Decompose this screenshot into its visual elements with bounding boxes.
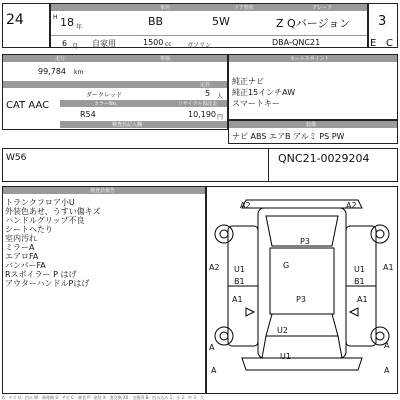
col-recycle: リサイクル預託金 xyxy=(178,101,218,107)
inspection-note: シートへたり xyxy=(5,225,53,234)
damage-code: A2 xyxy=(209,263,220,272)
exterior-grade: C xyxy=(386,38,393,49)
damage-code: U1 xyxy=(280,352,291,361)
sales-point-item: 純正ナビ xyxy=(232,77,264,86)
wheel-front-left xyxy=(215,327,233,345)
color: ダークレッド xyxy=(86,92,122,99)
model-code: DBA-QNC21 xyxy=(272,38,321,47)
damage-code: B1 xyxy=(234,277,245,286)
score: 3 xyxy=(378,14,387,29)
damage-code: P3 xyxy=(300,237,310,246)
interior-grade: E xyxy=(370,38,377,49)
hub-front-right xyxy=(376,332,384,340)
remarks-divider xyxy=(268,148,269,182)
displacement: 1500 xyxy=(143,38,164,47)
inspection-notes-title: 検査員報告 xyxy=(90,188,116,194)
col-model: 車名 xyxy=(160,5,171,11)
col-color: カラーNo. xyxy=(94,101,118,107)
col-mileage: 走行 xyxy=(55,56,66,62)
rear-bumper-outline xyxy=(242,200,362,208)
hood-outline xyxy=(262,336,342,358)
col-notes: 検査員記入欄 xyxy=(112,122,143,128)
damage-code: A1 xyxy=(383,263,394,272)
era-mark: H xyxy=(53,14,58,21)
col-doors: ドア形状 xyxy=(234,5,254,11)
sales-points-title: セールスポイント xyxy=(290,56,330,62)
hub-front-left xyxy=(220,332,228,340)
damage-code: A xyxy=(384,366,390,375)
mileage-unit: km xyxy=(74,69,84,76)
wheel-rear-left xyxy=(215,225,233,243)
mileage: 99,784 xyxy=(38,67,66,76)
header-divider xyxy=(51,35,367,36)
vehicle-header-2 xyxy=(3,81,227,88)
col-inspection: 車検 xyxy=(160,56,171,62)
inspection-note: 室内汚れ xyxy=(5,234,37,243)
year-unit: 年 xyxy=(76,24,83,31)
lot-number: 24 xyxy=(6,12,24,28)
roof-outline xyxy=(270,248,334,314)
damage-code: G xyxy=(283,261,290,270)
inspection-note: トランクフロア小U xyxy=(5,198,75,207)
damage-code: A xyxy=(384,341,390,350)
aircon-label: CAT AAC xyxy=(6,100,50,111)
front-bumper-outline xyxy=(242,358,362,370)
equipment-item: PS xyxy=(319,132,330,141)
vehicle-header-4 xyxy=(60,121,227,128)
chassis-number: QNC21-0029204 xyxy=(278,152,370,165)
damage-code: A1 xyxy=(232,295,243,304)
remarks-text: W56 xyxy=(6,153,27,163)
damage-code: U1 xyxy=(354,265,365,274)
damage-code: A xyxy=(209,343,215,352)
col-grade: グレード xyxy=(312,5,333,11)
damage-code: U1 xyxy=(234,265,245,274)
sales-point-item: 純正15インチAW xyxy=(232,88,296,97)
damage-code: P3 xyxy=(296,295,306,304)
equipment-item: ナビ xyxy=(232,132,248,141)
displacement-unit: cc xyxy=(165,41,172,48)
color-code: R54 xyxy=(80,110,96,119)
usage: 自家用 xyxy=(92,39,116,48)
equipment-title: 装備 xyxy=(306,122,317,128)
grade: Z Qバージョン xyxy=(276,17,351,30)
inspection-note: バンパーFA xyxy=(5,261,46,270)
equipment-list xyxy=(232,131,344,142)
inspection-note: ミラーA xyxy=(5,243,35,252)
car-diagram xyxy=(206,186,398,394)
inspection-note: ハンドルグリップ不良 xyxy=(5,216,85,225)
damage-code: A xyxy=(211,366,217,375)
sales-points-box xyxy=(228,54,398,120)
inspection-note: Rスポイラー P はげ xyxy=(5,270,77,279)
damage-code: B1 xyxy=(354,277,365,286)
sales-point-item: スマートキー xyxy=(232,99,280,108)
wheel-rear-right xyxy=(371,225,389,243)
capacity-unit: 人 xyxy=(217,93,224,100)
price: 10,190 xyxy=(188,110,216,119)
fuel: ガソリン xyxy=(187,42,212,49)
month: 6 xyxy=(62,39,68,48)
mirror-right xyxy=(350,308,358,316)
doors: 5W xyxy=(212,15,230,28)
damage-code: A2 xyxy=(346,201,357,210)
damage-code: A1 xyxy=(357,295,368,304)
hub-rear-left xyxy=(220,230,228,238)
col-capacity: 定員 xyxy=(200,82,211,88)
equipment-item: ABS xyxy=(250,132,267,141)
year: 18 xyxy=(60,16,74,29)
equipment-item: エアB xyxy=(269,132,291,141)
damage-code: U2 xyxy=(277,326,288,335)
inspection-note: エアロFA xyxy=(5,252,39,261)
hub-rear-right xyxy=(376,230,384,238)
capacity: 5 xyxy=(205,89,211,98)
equipment-item: アルミ xyxy=(293,132,317,141)
model-name: BB xyxy=(148,15,164,28)
inspection-note: 外装色あせ、うすい傷キズ xyxy=(5,207,101,216)
month-unit: 月 xyxy=(72,43,79,50)
vehicle-header-1 xyxy=(3,55,227,62)
footer-note: A：キズ U：凹み W：修理跡 S：サビ C：腐食 P：塗装 X：要交換 XX：交換済 B：凹み込み 1：小 2：中 3：大 xyxy=(2,395,204,400)
damage-code: A2 xyxy=(240,201,251,210)
price-unit: 円 xyxy=(217,114,224,121)
inspection-note: アウターハンドルPはげ xyxy=(5,279,90,288)
mirror-left xyxy=(246,308,254,316)
equipment-item: PW xyxy=(331,132,345,141)
